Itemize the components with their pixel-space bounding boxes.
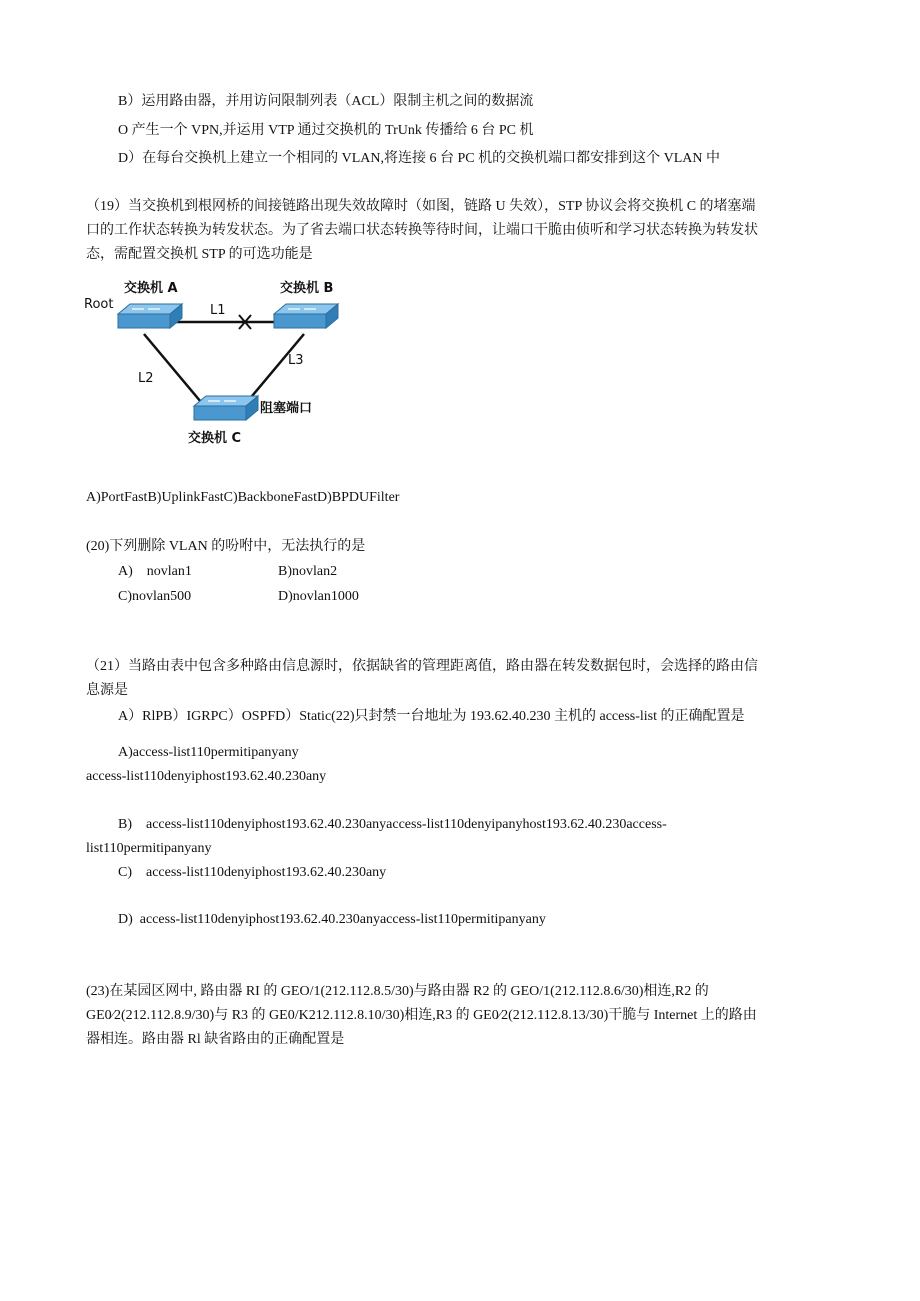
question-19-line-2: 口的工作状态转换为转发状态。为了省去端口状态转换等待时间，让端口干脆由侦听和学习状态转换为转发状	[86, 223, 758, 238]
question-23-line-3: 器相连。路由器 Rl 缺省路由的正确配置是	[86, 1032, 345, 1047]
option-c-line: O 产生一个 VPN,并运用 VTP 通过交换机的 TrUnk 传播给 6 台 PC 机	[118, 123, 534, 138]
question-19-options: A)PortFastB)UplinkFastC)BackboneFastD)BPDUFilter	[86, 490, 400, 505]
question-22-option-b-2: list110permitipanyany	[86, 841, 212, 856]
question-22-option-a-2: access-list110denyiphost193.62.40.230any	[86, 769, 327, 784]
switch-b-icon	[274, 304, 338, 328]
question-22-option-b-1: B) access-list110denyiphost193.62.40.230anyaccess-list110denyipanyhost193.62.40.230access-	[118, 817, 667, 832]
question-21-options: A）RlPB）IGRPC）OSPFD）Static(22)只封禁一台地址为 193.62.40.230 主机的 access-list 的正确配置是	[118, 709, 745, 724]
stp-network-diagram	[84, 276, 364, 456]
question-20-option-b: B)novlan2	[278, 564, 338, 579]
question-19-line-1: （19）当交换机到根网桥的间接链路出现失效故障时（如图，链路 U 失效），STP 协议会将交换机 C 的堵塞端	[86, 199, 756, 214]
question-20-stem: (20)下列删除 VLAN 的吩咐中，无法执行的是	[86, 539, 366, 554]
option-b-line: B）运用路由器，并用访问限制列表（ACL）限制主机之间的数据流	[118, 94, 534, 109]
option-d-line: D）在每台交换机上建立一个相同的 VLAN,将连接 6 台 PC 机的交换机端口都安排到这个 VLAN 中	[118, 151, 720, 166]
question-21-line-1: （21）当路由表中包含多种路由信息源时，依据缺省的管理距离值，路由器在转发数据包时，会选择的路由信	[86, 659, 758, 674]
question-19-line-3: 态，需配置交换机 STP 的可选功能是	[86, 247, 313, 262]
question-23-line-2: GE0⁄2(212.112.8.9/30)与 R3 的 GE0/K212.112.8.10/30)相连,R3 的 GE0⁄2(212.112.8.13/30)干脆与 Internet 上的路由	[86, 1008, 757, 1023]
blocked-port-label: 阻塞端口	[260, 401, 313, 416]
question-21-line-2: 息源是	[86, 683, 128, 698]
switch-c-icon	[194, 396, 258, 420]
link-l2-label: L2	[138, 371, 154, 386]
link-l3-label: L3	[288, 353, 304, 368]
link-l1-label: L1	[210, 303, 226, 318]
question-20-option-d: D)novlan1000	[278, 589, 359, 604]
switch-b-label: 交换机 B	[280, 281, 334, 296]
switch-c-label: 交换机 C	[188, 431, 242, 446]
switch-a-label: 交换机 A	[124, 281, 178, 296]
question-22-option-c: C) access-list110denyiphost193.62.40.230any	[118, 865, 387, 880]
switch-a-icon	[118, 304, 182, 328]
question-22-option-a-1: A)access-list110permitipanyany	[118, 745, 299, 760]
question-22-option-d: D) access-list110denyiphost193.62.40.230anyaccess-list110permitipanyany	[118, 912, 546, 927]
question-23-line-1: (23)在某园区网中, 路由器 RI 的 GEO/1(212.112.8.5/30)与路由器 R2 的 GEO/1(212.112.8.6/30)相连,R2 的	[86, 984, 709, 999]
root-label: Root	[84, 297, 114, 312]
question-20-option-a: A) novlan1	[118, 564, 192, 579]
question-20-option-c: C)novlan500	[118, 589, 192, 604]
